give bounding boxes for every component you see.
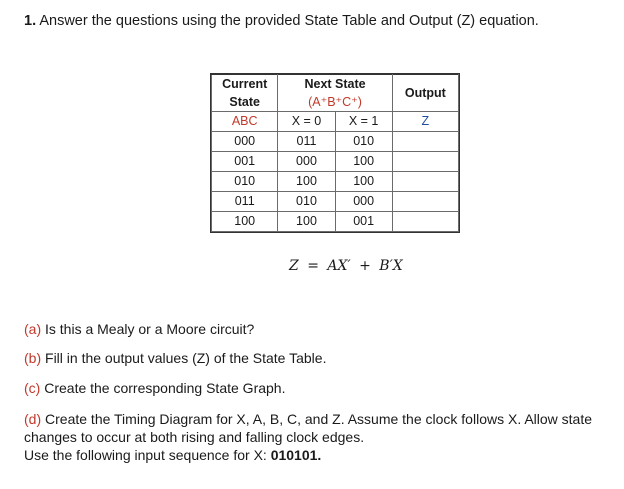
- cell-state: 010: [212, 172, 278, 192]
- part-d-text-line3: Use the following input sequence for X:: [24, 447, 271, 463]
- part-a: [24, 320, 254, 338]
- question-number: 1.: [24, 13, 37, 29]
- subheader-abc: ABC: [212, 112, 278, 132]
- question-text: Answer the questions using the provided State Table and Output (Z) equation.: [39, 13, 539, 29]
- table-row: [212, 212, 459, 232]
- cell-next-x1: 100: [335, 152, 392, 172]
- header-current-line2: State: [229, 95, 260, 109]
- part-c-text: Create the corresponding State Graph.: [44, 380, 286, 396]
- part-d-text-line1: Create the Timing Diagram for X, A, B, C, and Z. Assume the clock follows X. Allow state: [45, 411, 593, 427]
- cell-state: 000: [212, 132, 278, 152]
- table-row: [212, 192, 459, 212]
- cell-next-x1: 010: [335, 132, 392, 152]
- part-d: [24, 410, 592, 464]
- part-d-label: (d): [24, 411, 42, 427]
- equation-term1: AX′: [327, 258, 351, 274]
- cell-state: 100: [212, 212, 278, 232]
- header-next-state: [278, 75, 392, 94]
- part-d-text-line2: changes to occur at both rising and falling clock edges.: [24, 429, 365, 445]
- subheader-x1: X = 1: [335, 112, 392, 132]
- cell-next-x0: 100: [278, 172, 335, 192]
- subheader-x0: X = 0: [278, 112, 335, 132]
- cell-output-z[interactable]: [392, 212, 458, 232]
- table-row: [212, 132, 459, 152]
- cell-next-x0: 100: [278, 212, 335, 232]
- part-c: [24, 379, 285, 397]
- cell-output-z[interactable]: [392, 152, 458, 172]
- cell-next-x0: 000: [278, 152, 335, 172]
- cell-state: 001: [212, 152, 278, 172]
- table-subheader-row: [212, 112, 459, 132]
- cell-next-x0: 011: [278, 132, 335, 152]
- cell-output-z[interactable]: [392, 132, 458, 152]
- header-next-line1: Next State: [304, 77, 366, 91]
- subheader-z: Z: [392, 112, 458, 132]
- header-current-cont: [212, 93, 278, 112]
- input-sequence: 010101.: [270, 447, 322, 463]
- part-b: [24, 349, 326, 367]
- equation-equals: =: [307, 258, 319, 274]
- cell-output-z[interactable]: [392, 192, 458, 212]
- header-output: [392, 75, 458, 112]
- header-output-label: Output: [404, 85, 446, 100]
- question-title: [24, 13, 539, 29]
- part-a-text: Is this a Mealy or a Moore circuit?: [45, 321, 255, 337]
- part-b-label: (b): [24, 350, 42, 366]
- cell-next-x1: 000: [335, 192, 392, 212]
- cell-next-x1: 001: [335, 212, 392, 232]
- part-b-text: Fill in the output values (Z) of the State Table.: [45, 350, 327, 366]
- equation-lhs: Z: [289, 258, 299, 274]
- equation-plus: +: [359, 258, 371, 274]
- header-next-line2: (A⁺B⁺C⁺): [308, 95, 362, 109]
- cell-state: 011: [212, 192, 278, 212]
- part-d-line1: [24, 410, 592, 428]
- header-current-line1: Current: [222, 77, 268, 91]
- cell-output-z[interactable]: [392, 172, 458, 192]
- part-d-line3: [24, 446, 592, 464]
- part-c-label: (c): [24, 380, 41, 396]
- output-equation: [289, 258, 403, 274]
- table-header-row-1: [212, 75, 459, 94]
- cell-next-x1: 100: [335, 172, 392, 192]
- header-next-cont: [278, 93, 392, 112]
- header-current: [212, 75, 278, 94]
- table-row: [212, 152, 459, 172]
- equation-term2: B′X: [379, 258, 403, 274]
- state-table: [211, 74, 459, 232]
- cell-next-x0: 010: [278, 192, 335, 212]
- table-row: [212, 172, 459, 192]
- part-a-label: (a): [24, 321, 42, 337]
